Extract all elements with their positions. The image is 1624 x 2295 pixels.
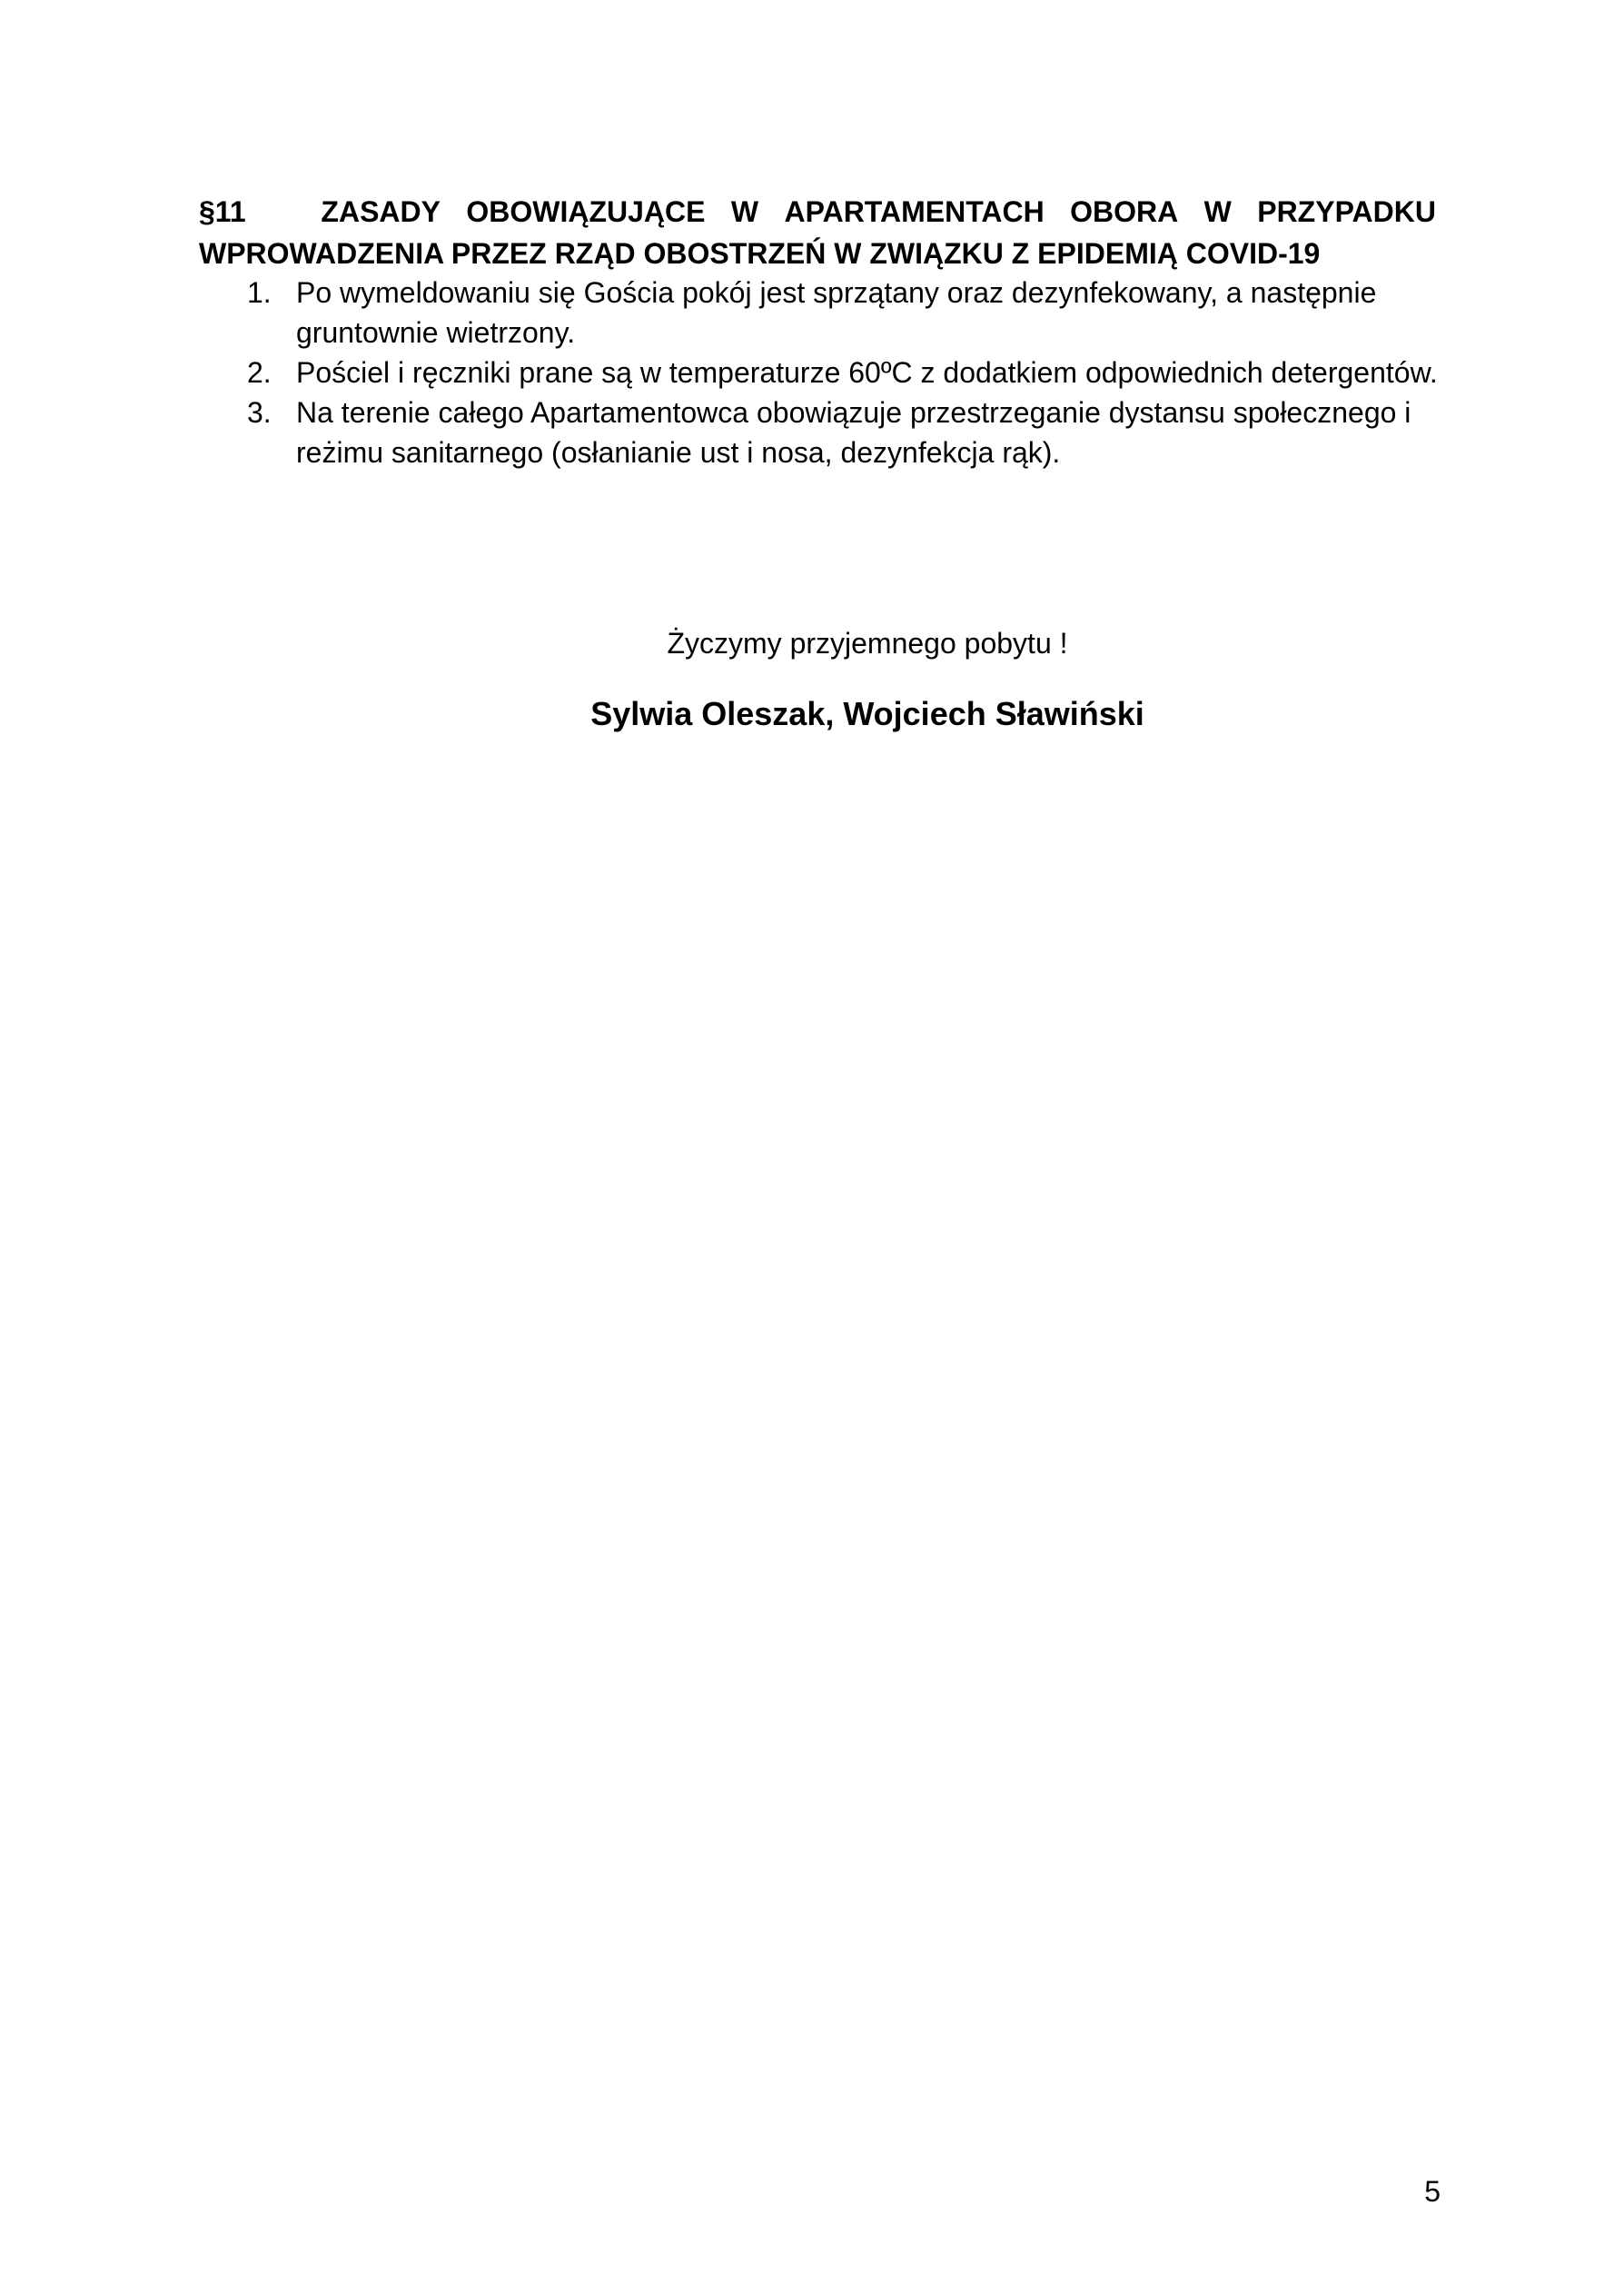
list-item-text: Pościel i ręczniki prane są w temperaturze 60ºC z dodatkiem odpowiednich detergentów. xyxy=(296,356,1438,389)
list-item-number: 3. xyxy=(247,396,272,429)
section-heading-line1 xyxy=(199,191,1436,233)
section-heading xyxy=(199,191,1436,274)
list-item xyxy=(247,353,1446,392)
list-item-number: 2. xyxy=(247,356,272,389)
list-item xyxy=(247,273,1446,353)
heading-word: W xyxy=(730,195,759,228)
heading-word: W xyxy=(1203,195,1232,228)
section-heading-line2: WPROWADZENIA PRZEZ RZĄD OBOSTRZEŃ W ZWIĄZKU Z EPIDEMIĄ COVID-19 xyxy=(199,237,1321,270)
signature-names: Sylwia Oleszak, Wojciech Sławiński xyxy=(590,695,1144,732)
list-item-number: 1. xyxy=(247,276,272,309)
heading-word: APARTAMENTACH xyxy=(784,195,1045,228)
list-item xyxy=(247,392,1446,472)
list-item-text: Po wymeldowaniu się Gościa pokój jest sprzątany oraz dezynfekowany, a następnie gruntownie wietrzony. xyxy=(296,276,1377,349)
list-item-text: Na terenie całego Apartamentowca obowiązuje przestrzeganie dystansu społecznego i reżimu sanitarnego (osłanianie ust i nosa, dezynfekcja rąk). xyxy=(296,396,1411,469)
heading-word: PRZYPADKU xyxy=(1257,195,1436,228)
heading-word: OBORA xyxy=(1070,195,1179,228)
section-number: §11 xyxy=(199,195,246,228)
heading-word: ZASADY xyxy=(321,195,441,228)
rules-list xyxy=(247,273,1446,472)
heading-word: OBOWIĄZUJĄCE xyxy=(466,195,706,228)
closing-wish: Życzymy przyjemnego pobytu ! xyxy=(667,627,1068,660)
page-number: 5 xyxy=(1424,2175,1441,2208)
